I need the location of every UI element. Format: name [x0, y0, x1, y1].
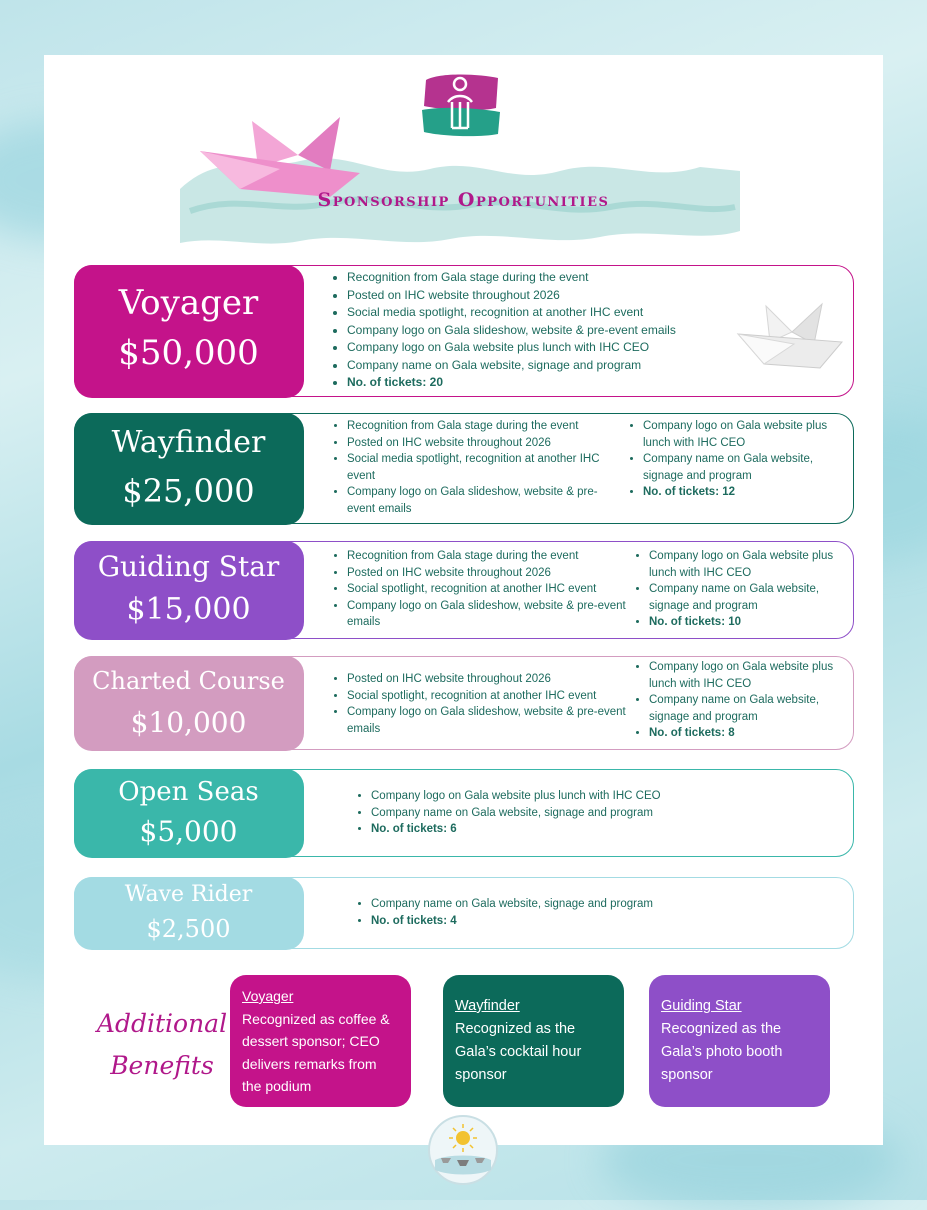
benefit-list-right	[631, 548, 857, 631]
list-item: • Recognition from Gala stage during the event	[347, 548, 639, 565]
additional-label-line2: Benefits	[110, 1051, 214, 1080]
list-item: • Posted on IHC website throughout 2026	[347, 671, 639, 688]
page-title: Sponsorship Opportunities	[317, 189, 610, 211]
benefit-list-left	[329, 671, 639, 737]
list-item: • Social spotlight, recognition at another IHC event	[347, 581, 639, 598]
list-item: • Social media spotlight, recognition at another IHC event	[347, 304, 767, 322]
tier-name: Guiding Star	[97, 550, 280, 583]
tier-guiding-star	[74, 541, 854, 639]
list-item: • No. of tickets: 8	[649, 725, 857, 742]
sun-boats-seal-icon	[427, 1114, 499, 1186]
tier-name: Wayfinder	[111, 424, 266, 460]
list-item: • No. of tickets: 4	[371, 913, 811, 930]
list-item: • No. of tickets: 10	[649, 614, 857, 631]
list-item: • Company logo on Gala website plus lunch with IHC CEO	[649, 659, 857, 692]
list-item: • Company logo on Gala website plus lunch with IHC CEO	[649, 548, 857, 581]
tier-amount: $25,000	[122, 471, 255, 510]
tier-amount: $5,000	[139, 815, 238, 848]
tier-badge	[74, 541, 304, 640]
tier-amount: $2,500	[146, 915, 231, 943]
tier-charted-course	[74, 656, 854, 750]
tier-open-seas	[74, 769, 854, 857]
header-waves-illustration	[180, 111, 740, 251]
list-item: • Posted on IHC website throughout 2026	[347, 435, 619, 452]
additional-card-voyager	[230, 975, 411, 1107]
list-item: • No. of tickets: 12	[643, 484, 853, 501]
card-text: Recognized as the Gala’s photo booth sponsor	[661, 1021, 783, 1083]
additional-label-line1: Additional	[96, 1009, 228, 1038]
benefit-list	[353, 788, 811, 838]
tier-name: Voyager	[118, 283, 259, 323]
list-item: • No. of tickets: 6	[371, 821, 811, 838]
additional-benefits-label	[92, 1003, 232, 1087]
benefit-list-right	[631, 659, 857, 742]
list-item: • Company name on Gala website, signage and program	[371, 805, 811, 822]
tier-amount: $10,000	[130, 706, 247, 739]
benefit-list-left	[329, 548, 639, 631]
tier-wave-rider	[74, 877, 854, 949]
list-item: • Company logo on Gala slideshow, website & pre-event emails	[347, 484, 619, 517]
list-item: • Company logo on Gala slideshow, website & pre-event emails	[347, 704, 639, 737]
list-item: • Company name on Gala website, signage and program	[649, 581, 857, 614]
list-item: • Company name on Gala website, signage and program	[371, 896, 811, 913]
tier-name: Wave Rider	[124, 882, 253, 907]
list-item: • Company logo on Gala website plus lunch with IHC CEO	[371, 788, 811, 805]
additional-card-wayfinder	[443, 975, 624, 1107]
list-item: • Company logo on Gala website plus lunch with IHC CEO	[643, 418, 853, 451]
tier-badge	[74, 413, 304, 525]
list-item: • Social spotlight, recognition at another IHC event	[347, 688, 639, 705]
list-item: • Social media spotlight, recognition at another IHC event	[347, 451, 619, 484]
list-item: • Company logo on Gala website plus lunch with IHC CEO	[347, 339, 767, 357]
paper-boat-icon	[736, 298, 846, 378]
additional-card-guiding-star	[649, 975, 830, 1107]
card-text: Recognized as coffee & dessert sponsor; CEO delivers remarks from the podium	[242, 1010, 390, 1094]
list-item: • Recognition from Gala stage during the event	[347, 269, 767, 287]
list-item: • Posted on IHC website throughout 2026	[347, 565, 639, 582]
card-title: Wayfinder	[455, 998, 520, 1014]
list-item: • Company name on Gala website, signage and program	[649, 692, 857, 725]
benefit-list-right	[625, 418, 853, 501]
card-title: Voyager	[242, 988, 294, 1004]
tier-name: Charted Course	[92, 667, 285, 695]
tier-amount: $15,000	[126, 592, 251, 627]
list-item: • Company name on Gala website, signage and program	[643, 451, 853, 484]
tier-name: Open Seas	[118, 777, 259, 807]
card-title: Guiding Star	[661, 998, 742, 1014]
list-item: • No. of tickets: 20	[347, 374, 767, 392]
flyer-page	[44, 55, 883, 1145]
tier-badge	[74, 877, 304, 950]
list-item: • Company logo on Gala slideshow, website & pre-event emails	[347, 598, 639, 631]
benefit-list	[329, 269, 767, 392]
tier-badge	[74, 265, 304, 398]
benefit-list	[353, 896, 811, 929]
tier-amount: $50,000	[118, 333, 259, 373]
tier-badge	[74, 769, 304, 858]
list-item: • Posted on IHC website throughout 2026	[347, 287, 767, 305]
list-item: • Company name on Gala website, signage and program	[347, 357, 767, 375]
list-item: • Recognition from Gala stage during the event	[347, 418, 619, 435]
list-item: • Company logo on Gala slideshow, website & pre-event emails	[347, 322, 767, 340]
tier-badge	[74, 656, 304, 751]
card-text: Recognized as the Gala’s cocktail hour sponsor	[455, 1021, 582, 1083]
tier-wayfinder	[74, 413, 854, 524]
benefit-list-left	[329, 418, 619, 517]
